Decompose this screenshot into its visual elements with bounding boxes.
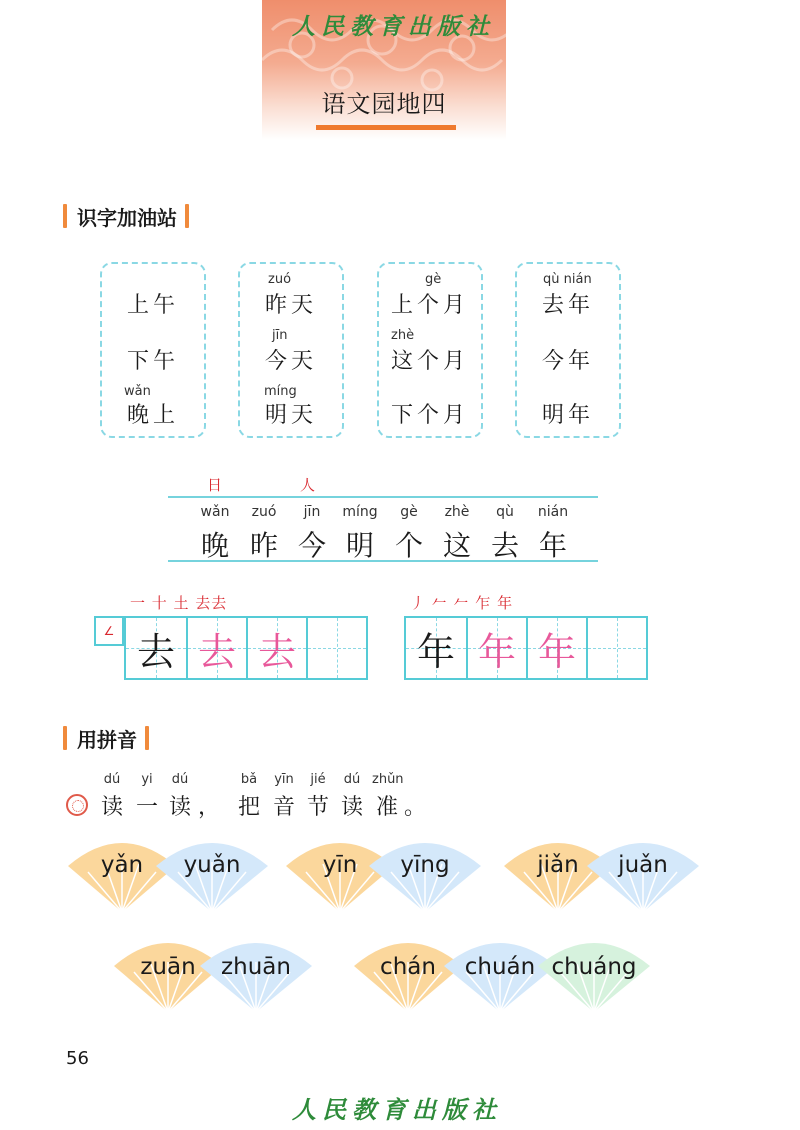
instruction-text: 音	[272, 795, 295, 820]
fan-label: yīng	[400, 852, 450, 878]
instruction-text: 读	[100, 795, 123, 820]
page-number: 56	[66, 1048, 89, 1069]
writing-grid-qu	[124, 616, 368, 680]
trace-char: 去	[257, 629, 296, 674]
read-aloud-icon	[66, 794, 88, 816]
word-card-times-of-day	[100, 262, 206, 438]
instruction-char	[235, 772, 263, 821]
grid-cell-trace	[186, 618, 246, 678]
grid-cell-model	[126, 618, 186, 678]
instruction-text: 一	[135, 795, 158, 820]
fan-label: zhuān	[221, 954, 291, 980]
char-with-pinyin	[480, 504, 530, 564]
char: 去	[490, 529, 519, 562]
instruction-pinyin: zhǔn	[372, 772, 404, 787]
instruction-text: 节	[306, 795, 329, 820]
fan-label: yīn	[322, 852, 358, 878]
instruction-pinyin: bǎ	[240, 772, 258, 787]
stroke-order: 一 十 土 去去	[130, 594, 228, 612]
char-pinyin: wǎn	[200, 504, 230, 520]
word: 昨天	[264, 293, 317, 318]
instruction-char	[404, 772, 427, 821]
char-with-pinyin	[335, 504, 385, 564]
char: 今	[297, 529, 326, 562]
word-pinyin: zhè	[391, 328, 415, 343]
word: 上午	[126, 293, 179, 318]
model-char: 去	[136, 629, 175, 674]
model-char: 年	[416, 629, 455, 674]
instruction-char	[270, 772, 298, 821]
char-pinyin: zuó	[251, 504, 277, 520]
word: 上个月	[390, 293, 469, 318]
instruction-pinyin: dú	[343, 772, 361, 787]
char: 明	[345, 529, 374, 562]
word: 明年	[541, 403, 594, 428]
instruction-char	[98, 772, 126, 821]
instruction-char	[198, 772, 221, 821]
fan-label: jiǎn	[537, 852, 579, 878]
word-pinyin: gè	[425, 272, 442, 287]
char: 晚	[200, 529, 229, 562]
heading-bar-right	[185, 204, 189, 228]
fan-label: chán	[380, 954, 436, 980]
char-with-pinyin	[528, 504, 578, 564]
char-pinyin: gè	[400, 504, 418, 520]
instruction-text: 把	[237, 795, 260, 820]
word: 这个月	[390, 349, 469, 374]
char: 昨	[249, 529, 278, 562]
heading-bar-right	[145, 726, 149, 750]
char-pinyin: nián	[537, 504, 569, 520]
publisher-logo-top: 人民教育出版社	[292, 13, 495, 40]
word-pinyin: míng	[264, 384, 297, 399]
instruction-char	[133, 772, 161, 821]
grid-cell-empty	[306, 618, 366, 678]
section-title: 用拼音	[77, 727, 137, 752]
instruction-pinyin: yi	[141, 772, 153, 787]
word-pinyin: zuó	[268, 272, 292, 287]
word-pinyin: jīn	[272, 328, 288, 343]
word-pinyin: qù nián	[543, 272, 592, 287]
char-pinyin: míng	[342, 504, 378, 520]
char: 个	[394, 529, 423, 562]
trace-char: 年	[477, 629, 516, 674]
instruction-char	[338, 772, 366, 821]
publisher-logo-bottom: 人民教育出版社	[292, 1095, 502, 1124]
grid-cell-trace	[466, 618, 526, 678]
instruction-pinyin	[404, 772, 424, 790]
word: 晚上	[126, 403, 179, 428]
fan-label: chuáng	[551, 954, 637, 980]
instruction-text: 读	[340, 795, 363, 820]
char-pinyin: zhè	[444, 504, 470, 520]
instruction-text: 准	[375, 795, 398, 820]
fan-label: yuǎn	[183, 852, 241, 878]
instruction-pinyin: yīn	[274, 772, 294, 787]
char-with-pinyin	[432, 504, 482, 564]
fan-label: chuán	[464, 954, 536, 980]
writing-grid-nian	[404, 616, 648, 680]
radical-label: 日	[207, 476, 223, 494]
instruction-pinyin	[198, 772, 218, 790]
instruction-pinyin: dú	[171, 772, 189, 787]
section-heading-literacy	[63, 202, 189, 230]
stroke-hint-box: ∠	[94, 616, 124, 646]
stroke-order: 丿 𠂉 𠂉 乍 年	[410, 594, 514, 612]
char-with-pinyin	[287, 504, 337, 564]
char-with-pinyin	[239, 504, 289, 564]
guide-line-top	[168, 496, 598, 498]
grid-cell-trace	[246, 618, 306, 678]
word: 今年	[541, 349, 594, 374]
word-pinyin: wǎn	[124, 384, 151, 399]
instruction-text: ，	[198, 795, 221, 820]
char-with-pinyin	[384, 504, 434, 564]
trace-char: 年	[537, 629, 576, 674]
grid-cell-trace	[526, 618, 586, 678]
instruction-char	[372, 772, 402, 821]
grid-cell-model	[406, 618, 466, 678]
instruction-char	[304, 772, 332, 821]
fan-label: zuān	[140, 954, 196, 980]
instruction-text: 。	[404, 795, 427, 820]
grid-cell-empty	[586, 618, 646, 678]
word: 下个月	[390, 403, 469, 428]
heading-bar-left	[63, 726, 67, 750]
radical-label: 人	[300, 476, 316, 494]
char-pinyin: qù	[496, 504, 514, 520]
title-underline	[316, 125, 456, 130]
fan-label: yǎn	[100, 852, 144, 878]
trace-char: 去	[197, 629, 236, 674]
page-title: 语文园地四	[321, 90, 447, 118]
word: 下午	[126, 349, 179, 374]
char-pinyin: jīn	[303, 504, 321, 520]
char-with-pinyin	[190, 504, 240, 564]
heading-bar-left	[63, 204, 67, 228]
word-card-years	[515, 262, 621, 438]
instruction-char	[166, 772, 194, 821]
word: 今天	[264, 349, 317, 374]
word: 去年	[541, 293, 594, 318]
word: 明天	[264, 403, 317, 428]
instruction-pinyin: jié	[310, 772, 326, 787]
word-card-months	[377, 262, 483, 438]
word-card-days	[238, 262, 344, 438]
section-heading-pinyin	[63, 724, 149, 752]
instruction-text: 读	[168, 795, 191, 820]
instruction-pinyin: dú	[103, 772, 121, 787]
fan-label: juǎn	[618, 852, 668, 878]
char: 年	[538, 529, 567, 562]
char: 这	[442, 529, 471, 562]
section-title: 识字加油站	[77, 205, 177, 230]
